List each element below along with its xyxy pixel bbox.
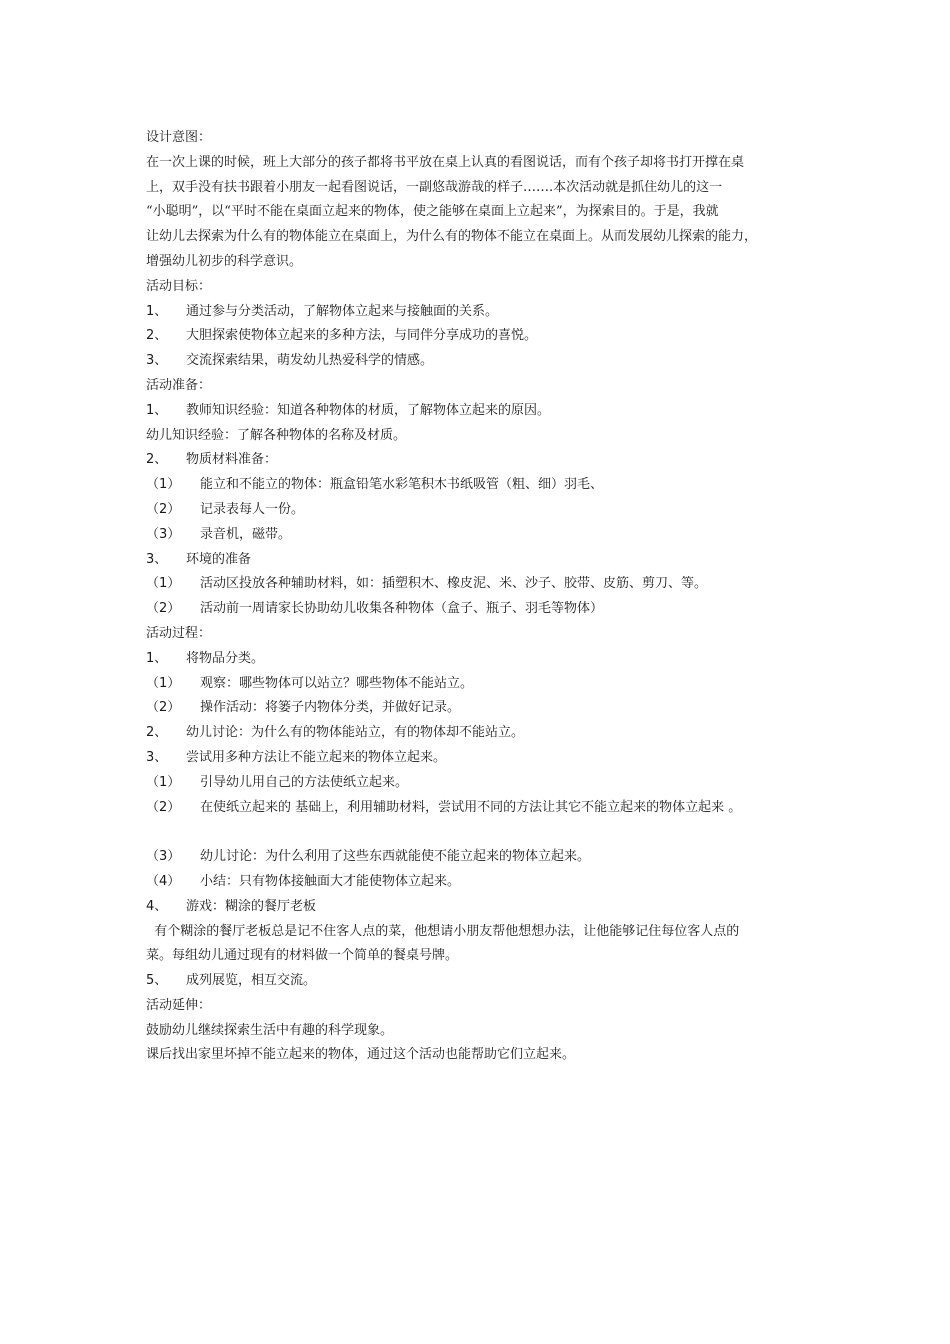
substep-item (146, 870, 826, 895)
prep-num: 2、 (146, 452, 168, 468)
goal-text: 大胆探索使物体立起来的多种方法，与同伴分享成功的喜悦。 (186, 328, 538, 344)
prep-text: 环境的准备 (186, 551, 252, 567)
material-num: （1） (146, 477, 181, 493)
step-num: 3、 (146, 749, 168, 765)
substep-item (146, 796, 826, 821)
prep-item (146, 448, 826, 473)
substep-num: （1） (146, 774, 181, 790)
env-item (146, 597, 826, 622)
substep-num: （1） (146, 675, 181, 691)
document-page (146, 126, 826, 1068)
design-line: 让幼儿去探索为什么有的物体能立在桌面上，为什么有的物体不能立在桌面上。从而发展幼儿探索的能力， (146, 229, 758, 245)
step-text: 幼儿讨论：为什么有的物体能站立，有的物体却不能站立。 (186, 725, 525, 741)
design-line: 在一次上课的时候，班上大部分的孩子都将书平放在桌上认真的看图说话，而有个孩子却将书打开撑在桌 (146, 154, 745, 170)
prep-child: 幼儿知识经验：了解各种物体的名称及材质。 (146, 427, 407, 443)
step-item (146, 969, 826, 994)
extension-line: 鼓励幼儿继续探索生活中有趣的科学现象。 (146, 1022, 394, 1038)
process-heading: 活动过程： (146, 625, 212, 641)
design-line: 增强幼儿初步的科学意识。 (146, 253, 303, 269)
goal-text: 交流探索结果，萌发幼儿热爱科学的情感。 (186, 353, 434, 369)
design-heading: 设计意图： (146, 130, 212, 145)
step-item (146, 647, 826, 672)
goal-item (146, 349, 826, 374)
prep-text: 教师知识经验：知道各种物体的材质，了解物体立起来的原因。 (186, 402, 551, 418)
substep-text: 观察：哪些物体可以站立？哪些物体不能站立。 (200, 675, 474, 691)
step-num: 2、 (146, 725, 168, 741)
goal-item (146, 300, 826, 325)
goals-heading: 活动目标： (146, 278, 212, 294)
substep-text: 在使纸立起来的 基础上，利用辅助材料，尝试用不同的方法让其它不能立起来的物体立起来 。 (200, 799, 742, 815)
material-item (146, 523, 826, 548)
goal-num: 3、 (146, 353, 168, 369)
goal-num: 1、 (146, 303, 168, 319)
env-item (146, 572, 826, 597)
goal-num: 2、 (146, 328, 168, 344)
substep-item (146, 771, 826, 796)
step-text: 成列展览，相互交流。 (186, 973, 317, 989)
material-text: 能立和不能立的物体：瓶盒铅笔水彩笔积木书纸吸管（粗、细）羽毛、 (200, 477, 604, 493)
material-text: 录音机，磁带。 (200, 526, 292, 542)
substep-item (146, 845, 826, 870)
material-num: （3） (146, 526, 181, 542)
step-num: 4、 (146, 898, 168, 914)
step-text: 尝试用多种方法让不能立起来的物体立起来。 (186, 749, 447, 765)
prep-heading: 活动准备： (146, 377, 212, 393)
env-text: 活动前一周请家长协助幼儿收集各种物体（盒子、瓶子、羽毛等物体） (200, 601, 604, 617)
extension-heading: 活动延伸： (146, 997, 212, 1013)
prep-item (146, 399, 826, 424)
story-line: 菜。每组幼儿通过现有的材料做一个简单的餐桌号牌。 (146, 948, 459, 964)
prep-num: 3、 (146, 551, 168, 567)
env-num: （2） (146, 601, 181, 617)
material-text: 记录表每人一份。 (200, 501, 305, 517)
substep-num: （2） (146, 700, 181, 716)
step-num: 5、 (146, 973, 168, 989)
substep-item (146, 696, 826, 721)
substep-num: （3） (146, 849, 181, 865)
env-text: 活动区投放各种辅助材料，如：插塑积木、橡皮泥、米、沙子、胶带、皮筋、剪刀、等。 (200, 576, 708, 592)
env-num: （1） (146, 576, 181, 592)
goal-text: 通过参与分类活动，了解物体立起来与接触面的关系。 (186, 303, 499, 319)
substep-text: 操作活动：将篓子内物体分类，并做好记录。 (200, 700, 461, 716)
story-line: 有个糊涂的餐厅老板总是记不住客人点的菜，他想请小朋友帮他想想办法，让他能够记住每位客人点的 (146, 923, 740, 939)
blank-line (146, 820, 826, 845)
material-item (146, 498, 826, 523)
substep-text: 引导幼儿用自己的方法使纸立起来。 (200, 774, 409, 790)
design-line: “小聪明”，以“平时不能在桌面立起来的物体，使之能够在桌面上立起来”，为探索目的。于是，我就 (146, 204, 719, 220)
design-line: 上，双手没有扶书跟着小朋友一起看图说话，一副悠哉游哉的样子…….本次活动就是抓住幼儿的这一 (146, 179, 723, 195)
prep-text: 物质材料准备： (186, 452, 278, 468)
extension-line: 课后找出家里坏掉不能立起来的物体，通过这个活动也能帮助它们立起来。 (146, 1047, 576, 1063)
substep-text: 幼儿讨论：为什么利用了这些东西就能使不能立起来的物体立起来。 (200, 849, 591, 865)
material-item (146, 473, 826, 498)
substep-item (146, 672, 826, 697)
substep-num: （4） (146, 873, 181, 889)
prep-item (146, 548, 826, 573)
step-text: 游戏：糊涂的餐厅老板 (186, 898, 317, 914)
step-item (146, 895, 826, 920)
substep-num: （2） (146, 799, 181, 815)
substep-text: 小结：只有物体接触面大才能使物体立起来。 (200, 873, 461, 889)
step-item (146, 746, 826, 771)
material-num: （2） (146, 501, 181, 517)
goal-item (146, 324, 826, 349)
prep-num: 1、 (146, 402, 168, 418)
step-text: 将物品分类。 (186, 650, 265, 666)
step-item (146, 721, 826, 746)
step-num: 1、 (146, 650, 168, 666)
